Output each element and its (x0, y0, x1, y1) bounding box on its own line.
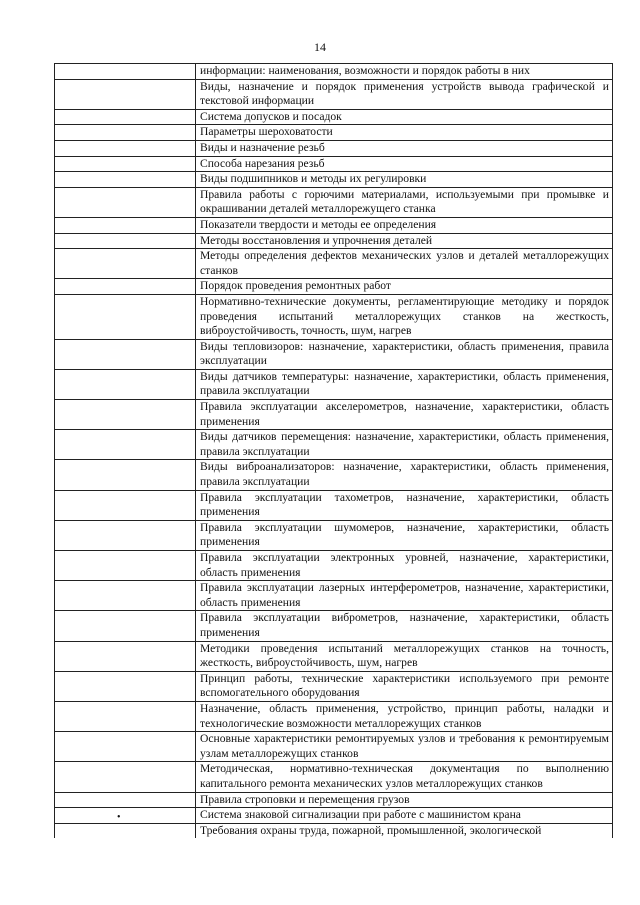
table-row (55, 641, 613, 671)
table-cell-left (55, 430, 196, 460)
table-cell-left (55, 671, 196, 701)
table-cell-left (55, 64, 196, 80)
table-cell-text: Способа нарезания резьб (196, 156, 613, 172)
table-cell-left (55, 187, 196, 217)
table-cell-text: Методическая, нормативно-техническая документация по выполнению капитального ремонта механических узлов металлорежущих станков (196, 762, 613, 792)
table-cell-text: Правила эксплуатации лазерных интерферометров, назначение, характеристики, область применения (196, 581, 613, 611)
table-cell-left (55, 460, 196, 490)
requirements-table-body (55, 64, 613, 839)
table-cell-left (55, 369, 196, 399)
table-row (55, 140, 613, 156)
table-row (55, 279, 613, 295)
table-row (55, 187, 613, 217)
table-row (55, 551, 613, 581)
table-row (55, 233, 613, 249)
table-row (55, 125, 613, 141)
requirements-table (54, 63, 613, 838)
table-cell-text: Правила эксплуатации электронных уровней, назначение, характеристики, область применения (196, 551, 613, 581)
table-row (55, 823, 613, 838)
table-cell-left (55, 641, 196, 671)
table-cell-text: Система знаковой сигнализации при работе с машинистом крана (196, 808, 613, 824)
table-cell-text: Виды датчиков температуры: назначение, характеристики, область применения, правила эксплуатации (196, 369, 613, 399)
table-cell-left (55, 172, 196, 188)
table-cell-text: Правила строповки и перемещения грузов (196, 792, 613, 808)
table-cell-left (55, 762, 196, 792)
table-cell-text: Виды подшипников и методы их регулировки (196, 172, 613, 188)
table-cell-text: Принцип работы, технические характеристики используемого при ремонте вспомогательного оборудования (196, 671, 613, 701)
table-cell-text: Виды, назначение и порядок применения устройств вывода графической и текстовой информации (196, 79, 613, 109)
table-row (55, 217, 613, 233)
table-row (55, 520, 613, 550)
table-cell-left (55, 233, 196, 249)
table-row (55, 172, 613, 188)
table-cell-left (55, 490, 196, 520)
table-cell-left (55, 808, 196, 824)
table-cell-text: Требования охраны труда, пожарной, промышленной, экологической (196, 823, 613, 838)
table-cell-left (55, 249, 196, 279)
table-row (55, 732, 613, 762)
table-row (55, 611, 613, 641)
table-cell-left (55, 156, 196, 172)
table-cell-text: Порядок проведения ремонтных работ (196, 279, 613, 295)
table-cell-left (55, 109, 196, 125)
table-row (55, 762, 613, 792)
table-row (55, 400, 613, 430)
table-cell-text: Виды датчиков перемещения: назначение, характеристики, область применения, правила эксплуатации (196, 430, 613, 460)
table-cell-left (55, 732, 196, 762)
table-cell-left (55, 279, 196, 295)
table-cell-left (55, 581, 196, 611)
table-cell-text: Параметры шероховатости (196, 125, 613, 141)
table-cell-left (55, 140, 196, 156)
table-cell-text: Методы восстановления и упрочнения деталей (196, 233, 613, 249)
table-cell-left (55, 79, 196, 109)
table-cell-left (55, 701, 196, 731)
table-cell-text: Виды тепловизоров: назначение, характеристики, область применения, правила эксплуатации (196, 339, 613, 369)
page-number: 14 (314, 40, 326, 54)
table-row (55, 109, 613, 125)
table-cell-text: Правила работы с горючими материалами, используемыми при промывке и окрашивании деталей металлорежущего станка (196, 187, 613, 217)
margin-mark: • (117, 812, 121, 824)
table-cell-left (55, 339, 196, 369)
table-cell-text: Система допусков и посадок (196, 109, 613, 125)
table-cell-text: Основные характеристики ремонтируемых узлов и требования к ремонтируемым узлам металлорежущих станков (196, 732, 613, 762)
table-cell-text: Назначение, область применения, устройство, принцип работы, наладки и технологические возможности металлорежущих станков (196, 701, 613, 731)
table-cell-left (55, 125, 196, 141)
table-cell-left (55, 551, 196, 581)
table-row (55, 64, 613, 80)
table-cell-text: информации: наименования, возможности и порядок работы в них (196, 64, 613, 80)
table-row (55, 581, 613, 611)
table-row (55, 79, 613, 109)
table-row (55, 249, 613, 279)
table-row (55, 430, 613, 460)
table-row (55, 339, 613, 369)
table-row (55, 671, 613, 701)
table-row (55, 294, 613, 339)
table-row (55, 792, 613, 808)
table-cell-text: Методы определения дефектов механических узлов и деталей металлорежущих станков (196, 249, 613, 279)
table-cell-left (55, 520, 196, 550)
table-cell-text: Нормативно-технические документы, регламентирующие методику и порядок проведения испытаний металлорежущих станков на жесткость, виброустойчивость, точность, шум, нагрев (196, 294, 613, 339)
table-cell-left (55, 792, 196, 808)
table-cell-text: Показатели твердости и методы ее определения (196, 217, 613, 233)
table-cell-text: Правила эксплуатации акселерометров, назначение, характеристики, область применения (196, 400, 613, 430)
table-row (55, 460, 613, 490)
table-cell-text: Виды и назначение резьб (196, 140, 613, 156)
table-cell-left (55, 823, 196, 838)
table-cell-text: Правила эксплуатации шумомеров, назначение, характеристики, область применения (196, 520, 613, 550)
table-row (55, 490, 613, 520)
table-cell-text: Правила эксплуатации тахометров, назначение, характеристики, область применения (196, 490, 613, 520)
table-cell-text: Методики проведения испытаний металлорежущих станков на точность, жесткость, виброустойчивость, шум, нагрев (196, 641, 613, 671)
table-cell-left (55, 400, 196, 430)
table-cell-left (55, 294, 196, 339)
table-cell-text: Виды виброанализаторов: назначение, характеристики, область применения, правила эксплуатации (196, 460, 613, 490)
table-cell-left (55, 217, 196, 233)
table-row (55, 808, 613, 824)
table-cell-text: Правила эксплуатации виброметров, назначение, характеристики, область применения (196, 611, 613, 641)
table-row (55, 156, 613, 172)
table-row (55, 701, 613, 731)
table-cell-left (55, 611, 196, 641)
table-row (55, 369, 613, 399)
